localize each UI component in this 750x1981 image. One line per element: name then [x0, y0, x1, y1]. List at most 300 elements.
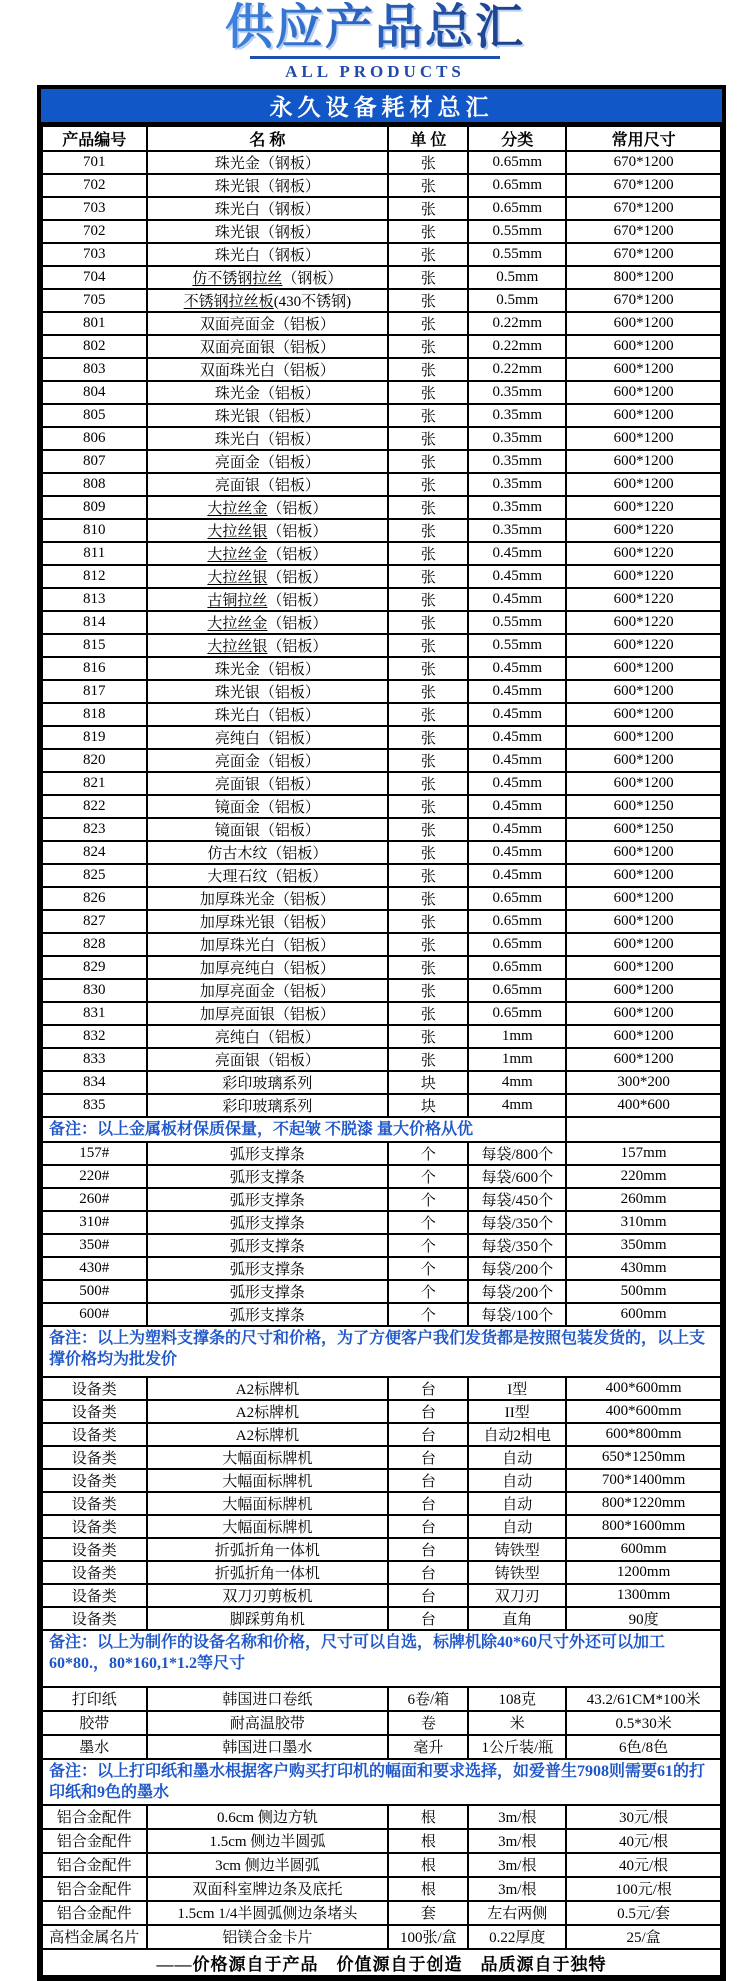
table-row: [42, 703, 721, 726]
cell-unit: 张: [388, 542, 468, 565]
cell-name: 珠光白（铝板）: [147, 427, 389, 450]
cell-size: 600*1200: [566, 1025, 721, 1048]
table-row: [42, 197, 721, 220]
cell-category: 0.45mm: [468, 841, 566, 864]
cell-category: 自动: [468, 1492, 566, 1515]
cell-code: 600#: [42, 1303, 147, 1326]
cell-unit: 张: [388, 772, 468, 795]
cell-code: 设备类: [42, 1584, 147, 1607]
cell-code: 816: [42, 657, 147, 680]
cell-name: 大拉丝金（铝板）: [147, 542, 389, 565]
cell-size: 6色/8色: [566, 1735, 721, 1759]
cell-code: 设备类: [42, 1515, 147, 1538]
cell-category: 0.35mm: [468, 450, 566, 473]
title-underline: [250, 56, 500, 59]
cell-name: 珠光白（钢板）: [147, 243, 389, 266]
cell-code: 805: [42, 404, 147, 427]
cell-category: 自动2相电: [468, 1423, 566, 1446]
cell-code: 701: [42, 151, 147, 174]
column-header: 单 位: [388, 126, 468, 151]
cell-unit: 张: [388, 634, 468, 657]
column-header: 常用尺寸: [566, 126, 721, 151]
cell-unit: 台: [388, 1446, 468, 1469]
cell-category: 每袋/200个: [468, 1280, 566, 1303]
cell-category: 每袋/200个: [468, 1257, 566, 1280]
cell-unit: 张: [388, 818, 468, 841]
cell-code: 220#: [42, 1165, 147, 1188]
cell-unit: 个: [388, 1303, 468, 1326]
cell-name: 大拉丝金（铝板）: [147, 496, 389, 519]
cell-size: 600*1220: [566, 588, 721, 611]
table-row: [42, 1188, 721, 1211]
table-row: [42, 1094, 721, 1117]
cell-unit: 张: [388, 427, 468, 450]
cell-category: 0.65mm: [468, 933, 566, 956]
cell-category: 每袋/100个: [468, 1303, 566, 1326]
cell-unit: 张: [388, 841, 468, 864]
cell-category: 1mm: [468, 1025, 566, 1048]
table-row: [42, 1234, 721, 1257]
cell-size: 30元/根: [566, 1805, 721, 1829]
cell-category: 双刀刃: [468, 1584, 566, 1607]
cell-size: 600*1200: [566, 473, 721, 496]
cell-code: 824: [42, 841, 147, 864]
cell-name: 耐高温胶带: [147, 1711, 389, 1735]
cell-code: 310#: [42, 1211, 147, 1234]
cell-size: 600*1200: [566, 979, 721, 1002]
cell-size: 700*1400mm: [566, 1469, 721, 1492]
cell-code: 704: [42, 266, 147, 289]
cell-size: 40元/根: [566, 1829, 721, 1853]
cell-code: 823: [42, 818, 147, 841]
cell-name: 双面亮面金（铝板）: [147, 312, 389, 335]
cell-unit: 张: [388, 611, 468, 634]
cell-code: 818: [42, 703, 147, 726]
cell-name: 弧形支撑条: [147, 1165, 389, 1188]
table-row: [42, 335, 721, 358]
cell-code: 835: [42, 1094, 147, 1117]
cell-name: 彩印玻璃系列: [147, 1094, 389, 1117]
table-row: [42, 1735, 721, 1759]
cell-category: 0.65mm: [468, 956, 566, 979]
cell-unit: 台: [388, 1607, 468, 1630]
cell-name: 亮面银（铝板）: [147, 473, 389, 496]
cell-category: 108克: [468, 1687, 566, 1711]
table-row: [42, 1142, 721, 1165]
cell-category: 0.35mm: [468, 404, 566, 427]
cell-size: 600*1200: [566, 657, 721, 680]
cell-unit: 毫升: [388, 1735, 468, 1759]
cell-size: 220mm: [566, 1165, 721, 1188]
table-row: [42, 726, 721, 749]
cell-size: 600*1220: [566, 542, 721, 565]
table-row: [42, 1584, 721, 1607]
cell-code: 810: [42, 519, 147, 542]
cell-unit: 张: [388, 726, 468, 749]
cell-name: 脚踩剪角机: [147, 1607, 389, 1630]
cell-size: 100元/根: [566, 1877, 721, 1901]
table-row: [42, 243, 721, 266]
cell-category: 0.65mm: [468, 979, 566, 1002]
cell-category: 1mm: [468, 1048, 566, 1071]
cell-code: 703: [42, 197, 147, 220]
cell-size: 600*1200: [566, 1002, 721, 1025]
cell-name: 加厚亮面银（铝板）: [147, 1002, 389, 1025]
cell-code: 825: [42, 864, 147, 887]
cell-unit: 个: [388, 1234, 468, 1257]
cell-name: 加厚珠光金（铝板）: [147, 887, 389, 910]
cell-category: 0.55mm: [468, 634, 566, 657]
cell-unit: 台: [388, 1538, 468, 1561]
table-row: [42, 1538, 721, 1561]
cell-size: 40元/根: [566, 1853, 721, 1877]
cell-code: 铝合金配件: [42, 1901, 147, 1925]
table-row: [42, 519, 721, 542]
table-row: [42, 588, 721, 611]
cell-unit: 台: [388, 1400, 468, 1423]
cell-unit: 张: [388, 979, 468, 1002]
cell-category: 铸铁型: [468, 1561, 566, 1584]
table-row: [42, 611, 721, 634]
table-row: [42, 1446, 721, 1469]
cell-code: 430#: [42, 1257, 147, 1280]
cell-name: 加厚珠光银（铝板）: [147, 910, 389, 933]
cell-unit: 块: [388, 1094, 468, 1117]
cell-category: 0.35mm: [468, 381, 566, 404]
cell-category: 0.45mm: [468, 588, 566, 611]
cell-category: 0.22mm: [468, 312, 566, 335]
cell-code: 808: [42, 473, 147, 496]
cell-unit: 张: [388, 680, 468, 703]
cell-size: 670*1200: [566, 174, 721, 197]
cell-size: 0.5元/套: [566, 1901, 721, 1925]
cell-unit: 台: [388, 1423, 468, 1446]
cell-category: 3m/根: [468, 1877, 566, 1901]
empty-cell: [566, 1117, 721, 1142]
table-row: [42, 910, 721, 933]
cell-unit: 张: [388, 519, 468, 542]
cell-category: 0.55mm: [468, 243, 566, 266]
cell-size: 600*1200: [566, 910, 721, 933]
cell-unit: 个: [388, 1188, 468, 1211]
cell-unit: 张: [388, 703, 468, 726]
note-row: [42, 1326, 721, 1377]
cell-code: 817: [42, 680, 147, 703]
cell-size: 670*1200: [566, 243, 721, 266]
table-row: [42, 496, 721, 519]
cell-unit: 个: [388, 1165, 468, 1188]
cell-code: 500#: [42, 1280, 147, 1303]
table-row: [42, 864, 721, 887]
cell-name: 大拉丝银（铝板）: [147, 634, 389, 657]
cell-name: 韩国进口卷纸: [147, 1687, 389, 1711]
cell-size: 600*1220: [566, 496, 721, 519]
cell-code: 157#: [42, 1142, 147, 1165]
cell-category: 0.22mm: [468, 335, 566, 358]
cell-name: 加厚珠光白（铝板）: [147, 933, 389, 956]
cell-category: 铸铁型: [468, 1538, 566, 1561]
cell-name: 大幅面标牌机: [147, 1469, 389, 1492]
table-banner: 永久设备耗材总汇: [41, 89, 722, 125]
cell-unit: 张: [388, 1048, 468, 1071]
cell-category: 0.45mm: [468, 795, 566, 818]
cell-size: 600*1200: [566, 772, 721, 795]
cell-unit: 张: [388, 496, 468, 519]
cell-size: 600*1200: [566, 381, 721, 404]
table-row: [42, 1071, 721, 1094]
table-row: [42, 1423, 721, 1446]
table-row: [42, 1805, 721, 1829]
cell-category: 3m/根: [468, 1829, 566, 1853]
cell-size: 600*1220: [566, 519, 721, 542]
cell-unit: 张: [388, 565, 468, 588]
cell-unit: 台: [388, 1515, 468, 1538]
cell-unit: 张: [388, 1002, 468, 1025]
cell-unit: 张: [388, 220, 468, 243]
cell-unit: 张: [388, 312, 468, 335]
cell-category: 自动: [468, 1446, 566, 1469]
cell-unit: 套: [388, 1901, 468, 1925]
cell-name: 珠光白（铝板）: [147, 703, 389, 726]
cell-size: 600*1200: [566, 887, 721, 910]
table-row: [42, 1711, 721, 1735]
cell-code: 813: [42, 588, 147, 611]
cell-code: 827: [42, 910, 147, 933]
cell-category: 自动: [468, 1515, 566, 1538]
cell-unit: 张: [388, 933, 468, 956]
cell-category: 0.65mm: [468, 151, 566, 174]
cell-code: 铝合金配件: [42, 1829, 147, 1853]
cell-unit: 台: [388, 1469, 468, 1492]
cell-name: 珠光银（钢板）: [147, 220, 389, 243]
cell-unit: 个: [388, 1142, 468, 1165]
cell-name: 大幅面标牌机: [147, 1515, 389, 1538]
cell-category: 0.22厚度: [468, 1925, 566, 1949]
cell-name: A2标牌机: [147, 1377, 389, 1400]
masthead: [0, 0, 750, 82]
cell-name: 加厚亮纯白（铝板）: [147, 956, 389, 979]
cell-name: 仿古木纹（铝板）: [147, 841, 389, 864]
table-row: [42, 404, 721, 427]
cell-code: 828: [42, 933, 147, 956]
cell-size: 260mm: [566, 1188, 721, 1211]
note-row: [42, 1117, 721, 1142]
cell-category: 0.65mm: [468, 197, 566, 220]
cell-name: 大拉丝金（铝板）: [147, 611, 389, 634]
cell-category: 4mm: [468, 1071, 566, 1094]
cell-name: 大理石纹（铝板）: [147, 864, 389, 887]
cell-size: 600*1200: [566, 841, 721, 864]
table-row: [42, 1025, 721, 1048]
table-row: [42, 1165, 721, 1188]
cell-unit: 张: [388, 956, 468, 979]
cell-unit: 个: [388, 1211, 468, 1234]
cell-name: 大拉丝银（铝板）: [147, 565, 389, 588]
note-text: 备注：以上为塑料支撑条的尺寸和价格，为了方便客户我们发货都是按照包装发货的，以上支撑价格均为批发价: [42, 1326, 721, 1377]
cell-category: 0.5mm: [468, 289, 566, 312]
cell-unit: 张: [388, 335, 468, 358]
note-row: [42, 1630, 721, 1687]
cell-code: 831: [42, 1002, 147, 1025]
note-row: [42, 1759, 721, 1805]
cell-name: 亮纯白（铝板）: [147, 726, 389, 749]
cell-name: 镜面金（铝板）: [147, 795, 389, 818]
cell-category: 0.45mm: [468, 772, 566, 795]
cell-size: 430mm: [566, 1257, 721, 1280]
table-row: [42, 887, 721, 910]
product-table: [41, 125, 722, 1977]
cell-name: 弧形支撑条: [147, 1188, 389, 1211]
cell-size: 300*200: [566, 1071, 721, 1094]
cell-size: 400*600: [566, 1094, 721, 1117]
table-row: [42, 220, 721, 243]
cell-category: 左右两侧: [468, 1901, 566, 1925]
cell-code: 822: [42, 795, 147, 818]
cell-name: 弧形支撑条: [147, 1142, 389, 1165]
cell-name: 双面亮面银（铝板）: [147, 335, 389, 358]
cell-name: 大幅面标牌机: [147, 1492, 389, 1515]
cell-name: 折弧折角一体机: [147, 1561, 389, 1584]
table-row: [42, 151, 721, 174]
cell-code: 801: [42, 312, 147, 335]
cell-unit: 张: [388, 358, 468, 381]
cell-code: 胶带: [42, 1711, 147, 1735]
page-title: 供应产品总汇: [224, 1, 525, 54]
table-row: [42, 1515, 721, 1538]
cell-name: 韩国进口墨水: [147, 1735, 389, 1759]
cell-code: 墨水: [42, 1735, 147, 1759]
cell-size: 600*1200: [566, 404, 721, 427]
cell-size: 600*1200: [566, 933, 721, 956]
table-row: [42, 657, 721, 680]
cell-code: 设备类: [42, 1377, 147, 1400]
cell-code: 打印纸: [42, 1687, 147, 1711]
cell-size: 600*1200: [566, 749, 721, 772]
cell-size: 600mm: [566, 1538, 721, 1561]
cell-size: 400*600mm: [566, 1400, 721, 1423]
table-row: [42, 1607, 721, 1630]
product-catalog: [37, 85, 726, 1981]
table-row: [42, 450, 721, 473]
cell-category: 每袋/350个: [468, 1234, 566, 1257]
cell-category: 0.22mm: [468, 358, 566, 381]
cell-name: 珠光银（铝板）: [147, 404, 389, 427]
cell-code: 826: [42, 887, 147, 910]
cell-size: 600*1200: [566, 335, 721, 358]
table-row: [42, 312, 721, 335]
cell-category: 0.65mm: [468, 1002, 566, 1025]
cell-code: 834: [42, 1071, 147, 1094]
cell-category: 每袋/450个: [468, 1188, 566, 1211]
cell-name: 铝镁合金卡片: [147, 1925, 389, 1949]
cell-unit: 张: [388, 174, 468, 197]
cell-size: 600*1200: [566, 427, 721, 450]
table-row: [42, 1002, 721, 1025]
cell-name: 1.5cm 侧边半圆弧: [147, 1829, 389, 1853]
cell-size: 43.2/61CM*100米: [566, 1687, 721, 1711]
cell-category: 0.65mm: [468, 887, 566, 910]
cell-size: 800*1200: [566, 266, 721, 289]
cell-unit: 个: [388, 1280, 468, 1303]
cell-code: 703: [42, 243, 147, 266]
cell-code: 804: [42, 381, 147, 404]
cell-name: 折弧折角一体机: [147, 1538, 389, 1561]
cell-code: 702: [42, 174, 147, 197]
cell-category: 0.35mm: [468, 427, 566, 450]
cell-category: 0.45mm: [468, 542, 566, 565]
column-header: 分类: [468, 126, 566, 151]
cell-code: 350#: [42, 1234, 147, 1257]
table-row: [42, 473, 721, 496]
column-header: 产品编号: [42, 126, 147, 151]
cell-unit: 张: [388, 473, 468, 496]
cell-category: 0.55mm: [468, 611, 566, 634]
cell-size: 25/盒: [566, 1925, 721, 1949]
table-row: [42, 979, 721, 1002]
footer-slogan: ——价格源自于产品 价值源自于创造 品质源自于独特: [42, 1949, 721, 1976]
table-row: [42, 289, 721, 312]
cell-code: 设备类: [42, 1538, 147, 1561]
cell-name: 弧形支撑条: [147, 1280, 389, 1303]
cell-name: 弧形支撑条: [147, 1234, 389, 1257]
cell-size: 670*1200: [566, 220, 721, 243]
cell-unit: 根: [388, 1853, 468, 1877]
cell-category: 3m/根: [468, 1853, 566, 1877]
note-text: 备注：以上金属板材保质保量，不起皱 不脱漆 量大价格从优: [42, 1117, 566, 1142]
cell-code: 803: [42, 358, 147, 381]
cell-category: 0.45mm: [468, 818, 566, 841]
cell-category: 0.35mm: [468, 519, 566, 542]
cell-unit: 张: [388, 243, 468, 266]
cell-code: 809: [42, 496, 147, 519]
cell-unit: 张: [388, 197, 468, 220]
cell-code: 设备类: [42, 1607, 147, 1630]
cell-category: 米: [468, 1711, 566, 1735]
cell-category: II型: [468, 1400, 566, 1423]
cell-unit: 张: [388, 887, 468, 910]
cell-size: 600*1200: [566, 726, 721, 749]
cell-category: 0.45mm: [468, 565, 566, 588]
cell-size: 800*1220mm: [566, 1492, 721, 1515]
cell-unit: 块: [388, 1071, 468, 1094]
cell-unit: 台: [388, 1561, 468, 1584]
cell-unit: 卷: [388, 1711, 468, 1735]
cell-code: 705: [42, 289, 147, 312]
cell-size: 400*600mm: [566, 1377, 721, 1400]
cell-unit: 台: [388, 1377, 468, 1400]
table-row: [42, 1400, 721, 1423]
cell-code: 832: [42, 1025, 147, 1048]
cell-name: 弧形支撑条: [147, 1303, 389, 1326]
cell-size: 600mm: [566, 1303, 721, 1326]
cell-name: 弧形支撑条: [147, 1257, 389, 1280]
cell-size: 650*1250mm: [566, 1446, 721, 1469]
cell-unit: 张: [388, 749, 468, 772]
table-row: [42, 818, 721, 841]
cell-unit: 张: [388, 404, 468, 427]
cell-size: 500mm: [566, 1280, 721, 1303]
table-row: [42, 634, 721, 657]
table-row: [42, 1687, 721, 1711]
cell-unit: 张: [388, 266, 468, 289]
cell-size: 600*1200: [566, 450, 721, 473]
table-row: [42, 174, 721, 197]
cell-category: 0.5mm: [468, 266, 566, 289]
cell-category: 1公斤装/瓶: [468, 1735, 566, 1759]
cell-category: I型: [468, 1377, 566, 1400]
cell-code: 815: [42, 634, 147, 657]
cell-unit: 张: [388, 381, 468, 404]
